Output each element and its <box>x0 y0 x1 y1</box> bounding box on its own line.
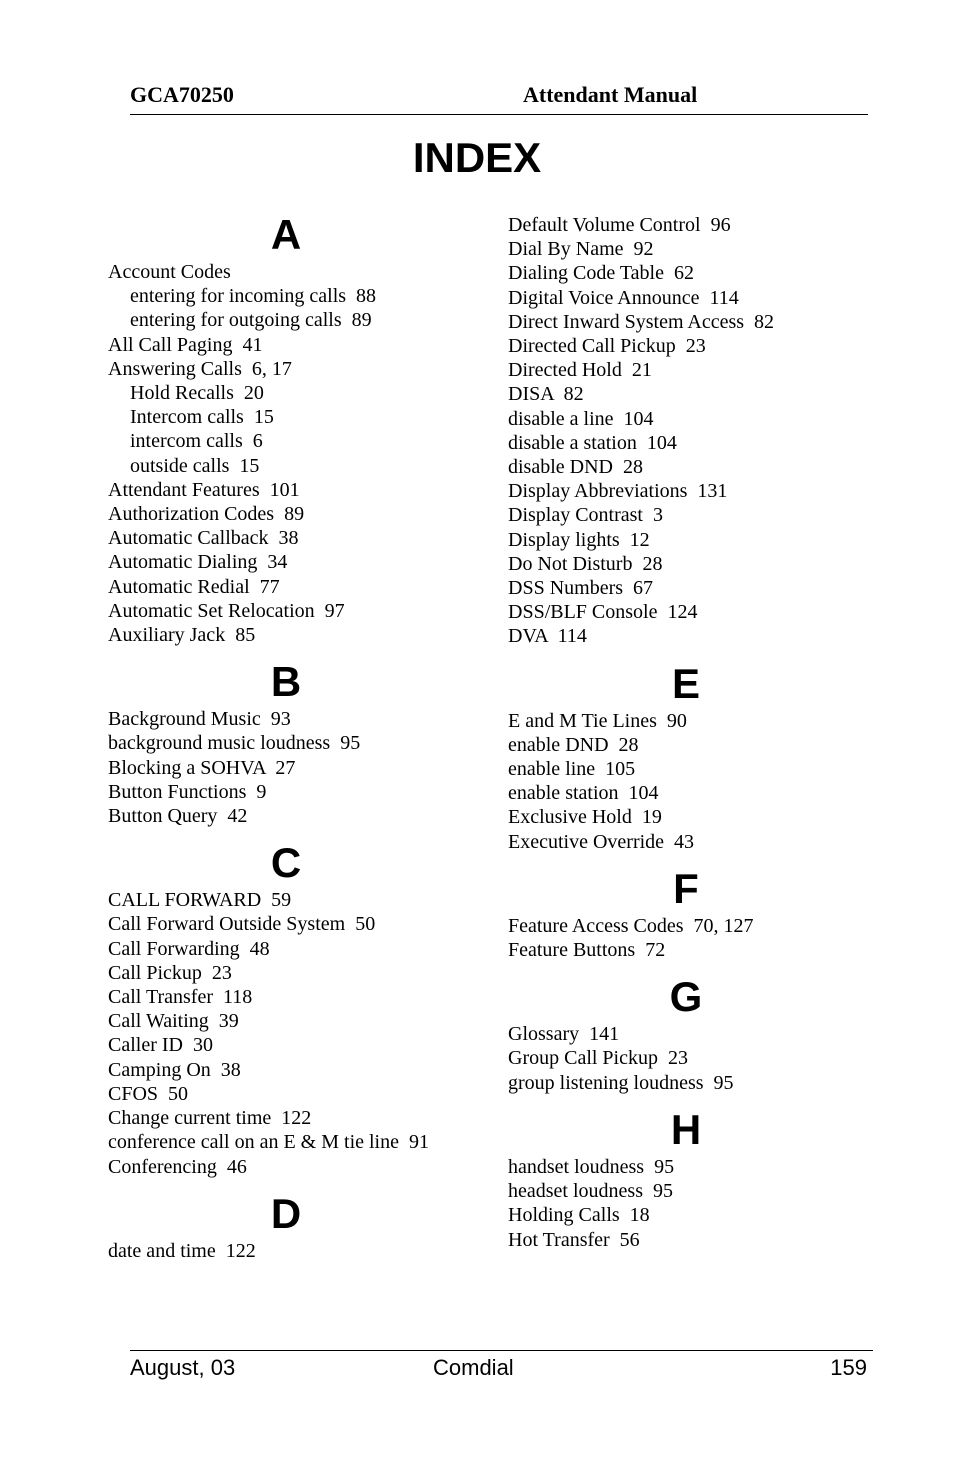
index-entry: Do Not Disturb 28 <box>508 552 663 575</box>
index-entry: Executive Override 43 <box>508 830 695 853</box>
index-entry: Auxiliary Jack 85 <box>108 624 256 647</box>
index-entry: Automatic Callback 38 <box>108 527 299 550</box>
section-letter-g: G <box>669 973 703 1021</box>
index-entry: enable station 104 <box>508 782 659 805</box>
index-entry: Glossary 141 <box>508 1023 620 1046</box>
index-entry-list <box>108 260 488 647</box>
index-entry-list <box>108 1239 488 1263</box>
index-entry: Directed Call Pickup 23 <box>508 335 706 358</box>
section-letter-d: D <box>270 1189 302 1237</box>
index-entry: Direct Inward System Access 82 <box>508 310 775 333</box>
doc-title: Attendant Manual <box>523 82 698 107</box>
section-letter-c: C <box>270 839 302 887</box>
index-entry-list <box>508 709 908 854</box>
index-entry: enable line 105 <box>508 758 636 781</box>
index-entry: Caller ID 30 <box>108 1034 213 1057</box>
index-entry: DSS Numbers 67 <box>508 577 654 600</box>
index-entry-list <box>108 888 488 1178</box>
index-entry: Call Forward Outside System 50 <box>108 913 376 936</box>
index-entry-list <box>108 707 488 828</box>
footer-page-number: 159 <box>830 1355 867 1380</box>
index-entry: Change current time 122 <box>108 1107 312 1130</box>
index-entry: Attendant Features 101 <box>108 478 300 501</box>
index-entry: Hot Transfer 56 <box>508 1228 640 1251</box>
index-column-right <box>508 213 908 1262</box>
index-entry: Display Contrast 3 <box>508 504 663 527</box>
section-letter-b: B <box>270 658 302 706</box>
index-entry: headset loudness 95 <box>508 1180 673 1203</box>
index-subentry: Intercom calls 15 <box>130 406 274 429</box>
page-footer <box>130 1350 873 1380</box>
index-entry: Directed Hold 21 <box>508 359 652 382</box>
index-entry-list <box>508 1022 908 1095</box>
index-entry-list <box>508 213 908 649</box>
index-entry: Button Functions 9 <box>108 780 267 803</box>
doc-code: GCA70250 <box>130 82 234 107</box>
section-letter-e: E <box>671 659 700 707</box>
footer-date: August, 03 <box>130 1355 236 1380</box>
index-entry: group listening loudness 95 <box>508 1071 734 1094</box>
index-entry: enable DND 28 <box>508 733 639 756</box>
index-entry: Dialing Code Table 62 <box>508 262 694 285</box>
index-entry: background music loudness 95 <box>108 732 361 755</box>
index-entry: Display Abbreviations 131 <box>508 480 728 503</box>
index-subentry: outside calls 15 <box>130 454 260 477</box>
footer-company: Comdial <box>433 1355 514 1380</box>
index-entry-list <box>508 1155 908 1252</box>
index-entry: Button Query 42 <box>108 805 248 828</box>
index-entry: Call Pickup 23 <box>108 961 232 984</box>
index-entry: Digital Voice Announce 114 <box>508 286 739 309</box>
index-entry: conference call on an E & M tie line 91 <box>108 1131 429 1154</box>
section-letter-f: F <box>673 864 699 912</box>
index-subentry: entering for incoming calls 88 <box>130 285 377 308</box>
index-entry: Default Volume Control 96 <box>508 214 731 236</box>
index-entry: Conferencing 46 <box>108 1155 247 1178</box>
index-entry: DISA 82 <box>508 383 584 406</box>
index-entry: Blocking a SOHVA 27 <box>108 756 296 779</box>
index-entry: CFOS 50 <box>108 1082 189 1105</box>
section-letter-h: H <box>670 1105 702 1153</box>
index-entry: Call Forwarding 48 <box>108 937 270 960</box>
index-entry: DSS/BLF Console 124 <box>508 601 698 624</box>
page-header <box>130 80 868 115</box>
section-letter-a: A <box>270 211 302 258</box>
index-entry-list <box>508 914 908 962</box>
index-entry: Answering Calls 6, 17 <box>108 357 292 380</box>
index-entry: Dial By Name 92 <box>508 238 654 261</box>
index-entry: All Call Paging 41 <box>108 333 263 356</box>
page-title: INDEX <box>412 134 542 181</box>
index-entry: Group Call Pickup 23 <box>508 1047 688 1070</box>
index-entry: Automatic Dialing 34 <box>108 551 288 574</box>
index-subentry: intercom calls 6 <box>130 430 263 453</box>
index-column-left <box>108 210 488 1273</box>
index-entry: disable DND 28 <box>508 456 643 479</box>
index-entry: Call Transfer 118 <box>108 986 253 1009</box>
index-entry: Account Codes <box>108 261 231 283</box>
index-entry: Background Music 93 <box>108 708 291 731</box>
index-entry: Feature Buttons 72 <box>508 939 666 962</box>
index-entry: Display lights 12 <box>508 528 650 551</box>
index-entry: handset loudness 95 <box>508 1155 675 1178</box>
index-entry: disable a station 104 <box>508 431 677 454</box>
index-subentry: Hold Recalls 20 <box>130 382 264 405</box>
index-entry: Feature Access Codes 70, 127 <box>508 914 754 937</box>
index-entry: Call Waiting 39 <box>108 1010 239 1033</box>
index-entry: CALL FORWARD 59 <box>108 889 292 912</box>
index-entry: DVA 114 <box>508 625 587 648</box>
index-entry: disable a line 104 <box>508 407 654 430</box>
index-entry: Holding Calls 18 <box>508 1204 650 1227</box>
index-entry: Camping On 38 <box>108 1058 241 1081</box>
index-subentry: entering for outgoing calls 89 <box>130 309 372 332</box>
index-entry: date and time 122 <box>108 1239 256 1262</box>
index-entry: Authorization Codes 89 <box>108 503 305 526</box>
index-entry: E and M Tie Lines 90 <box>508 709 687 732</box>
index-entry: Automatic Set Relocation 97 <box>108 599 345 622</box>
index-entry: Automatic Redial 77 <box>108 575 280 598</box>
index-entry: Exclusive Hold 19 <box>508 806 662 829</box>
